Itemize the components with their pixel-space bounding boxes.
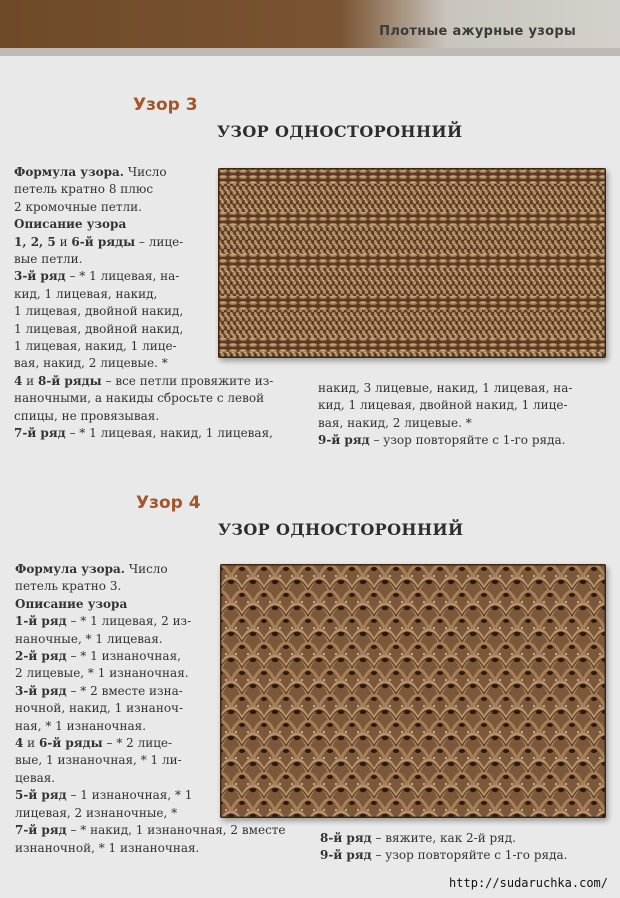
text-line: Формула узора. Число: [14, 165, 167, 179]
text-line: вая, накид, 2 лицевые. *: [14, 356, 168, 371]
text-line: 8-й ряд – вяжите, как 2-й ряд.: [320, 831, 516, 845]
text-line: 3-й ряд – * 1 лицевая, на-: [14, 269, 180, 284]
text-line: вая, накид, 2 лицевые. *: [318, 415, 472, 430]
text-line: 7-й ряд – * 1 лицевая, накид, 1 лицевая,: [14, 426, 273, 441]
pattern3-description-col2: [318, 380, 608, 450]
text-line: 1 лицевая, двойной накид,: [14, 321, 184, 336]
pattern3-swatch-svg: [218, 168, 606, 358]
text-line: вые, 1 изнаночная, * 1 ли-: [15, 753, 182, 768]
text-line: лицевая, 2 изнаночные, *: [15, 805, 178, 820]
text-line: петель кратно 3.: [15, 579, 122, 594]
footer-url-link[interactable]: http://sudaruchka.com/: [449, 876, 608, 890]
text-line: 4 и 6-й ряды – * 2 лице-: [15, 736, 173, 751]
text-line: 2 лицевые, * 1 изнаночная.: [15, 666, 189, 681]
text-line: 3-й ряд – * 2 вместе изна-: [15, 683, 183, 698]
pattern4-knit-swatch-image: [220, 564, 606, 818]
text-line: 1 лицевая, накид, 1 лице-: [14, 339, 177, 354]
text-line: ночной, накид, 1 изнаноч-: [15, 701, 184, 716]
text-line: кид, 1 лицевая, накид,: [14, 286, 158, 301]
text-line: спицы, не провязывая.: [14, 408, 160, 423]
text-line: вые петли.: [14, 252, 83, 267]
text-line: 9-й ряд – узор повторяйте с 1-го ряда.: [320, 848, 568, 863]
text-line: 1-й ряд – * 1 лицевая, 2 из-: [15, 614, 192, 629]
pattern4-type: УЗОР ОДНОСТОРОННИЙ: [218, 520, 464, 539]
text-line: цевая.: [15, 770, 56, 785]
text-line: Описание узора: [14, 217, 127, 232]
pattern3-number: Узор 3: [133, 95, 198, 115]
text-line: 1 лицевая, двойной накид,: [14, 304, 184, 319]
text-line: накид, 3 лицевые, накид, 1 лицевая, на-: [318, 381, 573, 395]
text-line: наночные, * 1 лицевая.: [15, 631, 163, 646]
text-line: 2 кромочные петли.: [14, 199, 142, 214]
pattern4-number: Узор 4: [136, 493, 201, 513]
text-line: 7-й ряд – * накид, 1 изнаночная, 2 вместе: [15, 823, 286, 838]
text-line: кид, 1 лицевая, двойной накид, 1 лице-: [318, 398, 568, 413]
text-line: 2-й ряд – * 1 изнаночная,: [15, 649, 181, 664]
text-line: 1, 2, 5 и 6-й ряды – лице-: [14, 234, 184, 249]
text-line: изнаночной, * 1 изнаночная.: [15, 840, 200, 855]
section-title: Плотные ажурные узоры: [379, 24, 576, 39]
pattern4-description-col1: [15, 561, 286, 857]
pattern3-description-col1: [14, 164, 274, 443]
text-line: наночными, а накиды сбросьте с левой: [14, 391, 265, 406]
text-line: 4 и 8-й ряды – все петли провяжите из-: [14, 373, 274, 388]
header-stripe: [0, 48, 620, 56]
text-line: 9-й ряд – узор повторяйте с 1-го ряда.: [318, 433, 566, 448]
text-line: ная, * 1 изнаночная.: [15, 718, 147, 733]
pattern3-knit-swatch-image: [218, 168, 606, 358]
text-line: петель кратно 8 плюс: [14, 182, 154, 197]
text-line: Формула узора. Число: [15, 562, 168, 576]
pattern4-description-col2: [320, 830, 600, 865]
text-line: 5-й ряд – 1 изнаночная, * 1: [15, 788, 193, 803]
pattern3-type: УЗОР ОДНОСТОРОННИЙ: [217, 122, 463, 141]
text-line: Описание узора: [15, 596, 128, 611]
pattern4-swatch-svg: [220, 564, 606, 818]
